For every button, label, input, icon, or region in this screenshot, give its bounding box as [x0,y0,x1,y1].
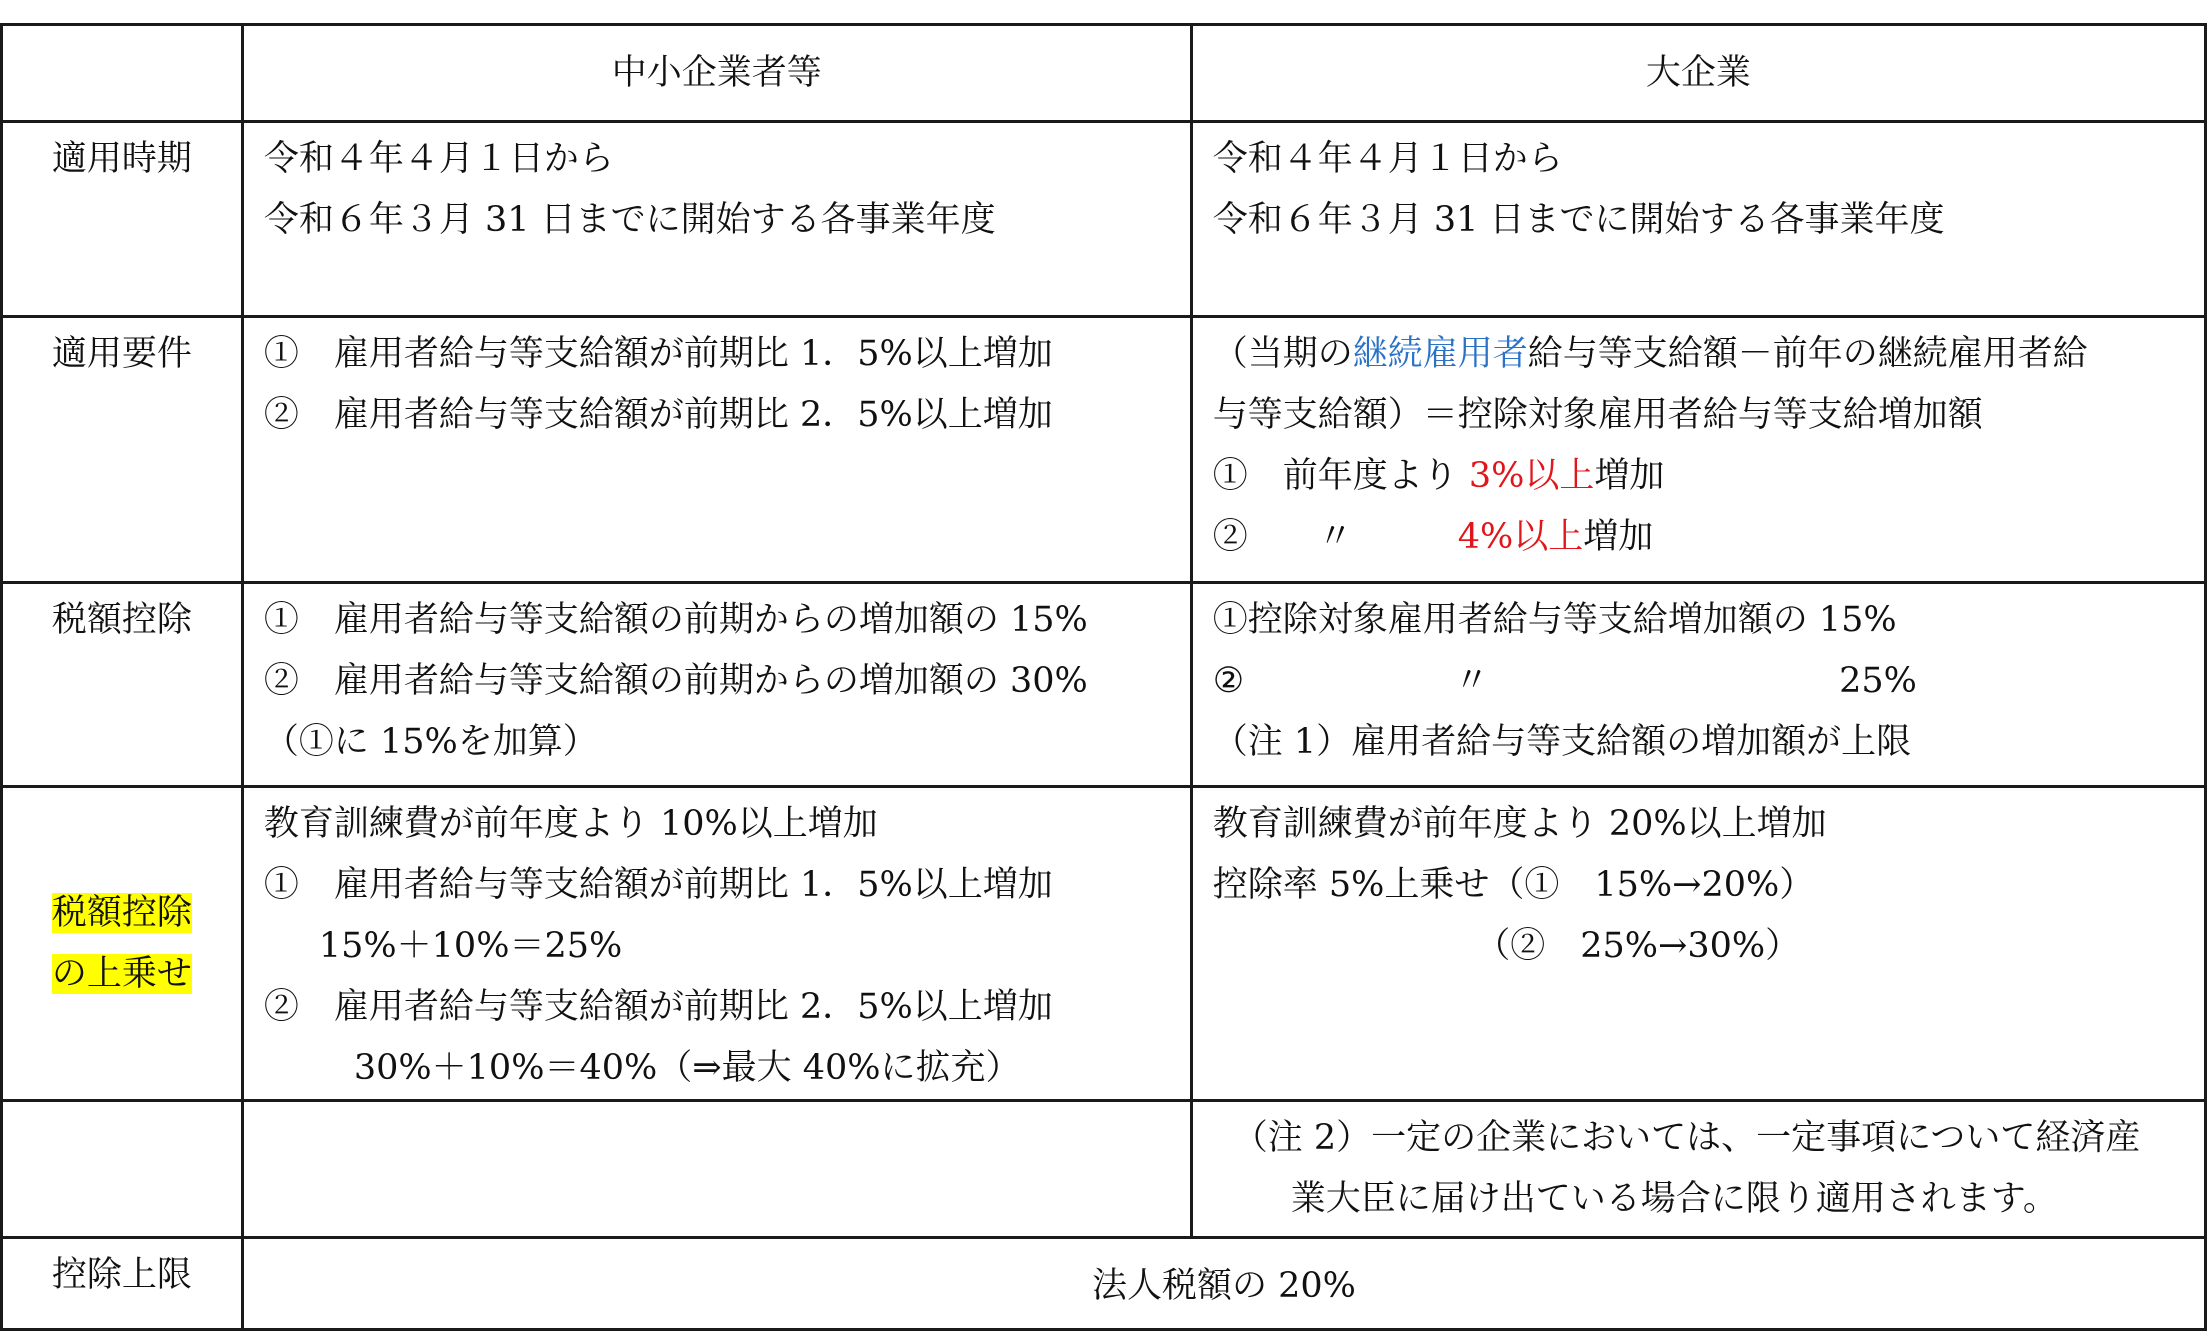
note-large [1191,1101,2205,1238]
credit-large-line2: ② 〃 25% [1212,661,1917,701]
credit-sme-line2: ② 雇用者給与等支給額の前期からの増加額の 30% [263,661,1088,701]
row-period [2,122,2206,317]
note-large-line1: （注 2）一定の企業においては、一定事項について経済産 [1232,1118,2141,1158]
req-large-l3-c: 増加 [1594,456,1665,496]
row-credit [2,583,2206,787]
bonus-large-line3: （② 25%→30%） [1212,926,1801,966]
label-bonus-wrap2 [3,944,241,1005]
requirements-large-line1 [1213,324,2204,385]
req-large-l3-rate: 3%以上 [1468,456,1595,496]
req-large-l4-a: ② 〃 [1212,517,1458,557]
credit-large-line3: （注 1）雇用者給与等支給額の増加額が上限 [1212,722,1912,762]
credit-sme-line1: ① 雇用者給与等支給額の前期からの増加額の 15% [263,600,1088,640]
row-bonus [2,787,2206,1101]
label-period: 適用時期 [2,122,243,317]
requirements-large [1191,317,2205,583]
period-large-line2: 令和６年３月 31 日までに開始する各事業年度 [1212,200,1945,240]
label-bonus [2,787,243,1101]
label-limit: 控除上限 [2,1238,243,1330]
label-bonus-wrap [3,883,241,944]
period-sme-line2: 令和６年３月 31 日までに開始する各事業年度 [263,200,996,240]
requirements-sme-line2: ② 雇用者給与等支給額が前期比 2．5%以上増加 [263,395,1053,435]
req-large-l3-a: ① 前年度より [1212,456,1469,496]
bonus-sme-line2: ① 雇用者給与等支給額が前期比 1．5%以上増加 [263,865,1053,905]
bonus-large-line2: 控除率 5%上乗せ（① 15%→20%） [1212,865,1815,905]
period-large [1191,122,2205,317]
period-large-line1: 令和４年４月１日から [1212,139,1563,179]
label-requirements: 適用要件 [2,317,243,583]
period-sme [242,122,1191,317]
req-large-l1-a: （当期の [1212,334,1353,374]
credit-large [1191,583,2205,787]
requirements-large-line3 [1213,446,2204,507]
bonus-sme-line5: 30%＋10%＝40%（⇒最大 40%に拡充） [283,1048,1021,1088]
req-large-l4-c: 増加 [1583,517,1654,557]
requirements-sme [242,317,1191,583]
requirements-large-line4 [1213,507,2204,568]
tax-credit-table [0,23,2207,1331]
req-large-l4-rate: 4%以上 [1457,517,1584,557]
period-sme-line1: 令和４年４月１日から [263,139,614,179]
credit-large-line1: ①控除対象雇用者給与等支給増加額の 15% [1212,600,1897,640]
header-row [2,25,2206,122]
limit-value: 法人税額の 20% [242,1238,2205,1330]
credit-sme [242,583,1191,787]
note-empty-label [2,1101,243,1238]
note-empty-sme [242,1101,1191,1238]
label-credit: 税額控除 [2,583,243,787]
req-large-l1-c: 給与等支給額－前年の継続雇用者給 [1527,334,2088,374]
label-bonus-line2: の上乗せ [51,953,192,994]
bonus-sme-line1: 教育訓練費が前年度より 10%以上増加 [263,804,878,844]
row-requirements [2,317,2206,583]
note-large-line2: 業大臣に届け出ている場合に限り適用されます。 [1290,1179,2058,1219]
label-bonus-line1: 税額控除 [51,892,192,933]
req-large-l1-highlight: 継続雇用者 [1352,334,1528,374]
requirements-sme-line1: ① 雇用者給与等支給額が前期比 1．5%以上増加 [263,334,1053,374]
row-note [2,1101,2206,1238]
bonus-large [1191,787,2205,1101]
bonus-sme-line3: 15%＋10%＝25% [283,926,623,966]
bonus-large-line1: 教育訓練費が前年度より 20%以上増加 [1212,804,1827,844]
header-empty [2,25,243,122]
bonus-sme-line4: ② 雇用者給与等支給額が前期比 2．5%以上増加 [263,987,1053,1027]
credit-sme-line3: （①に 15%を加算） [263,722,598,762]
row-limit [2,1238,2206,1330]
header-sme: 中小企業者等 [242,25,1191,122]
header-large: 大企業 [1191,25,2205,122]
bonus-sme [242,787,1191,1101]
requirements-large-line2: 与等支給額）＝控除対象雇用者給与等支給増加額 [1212,395,1983,435]
